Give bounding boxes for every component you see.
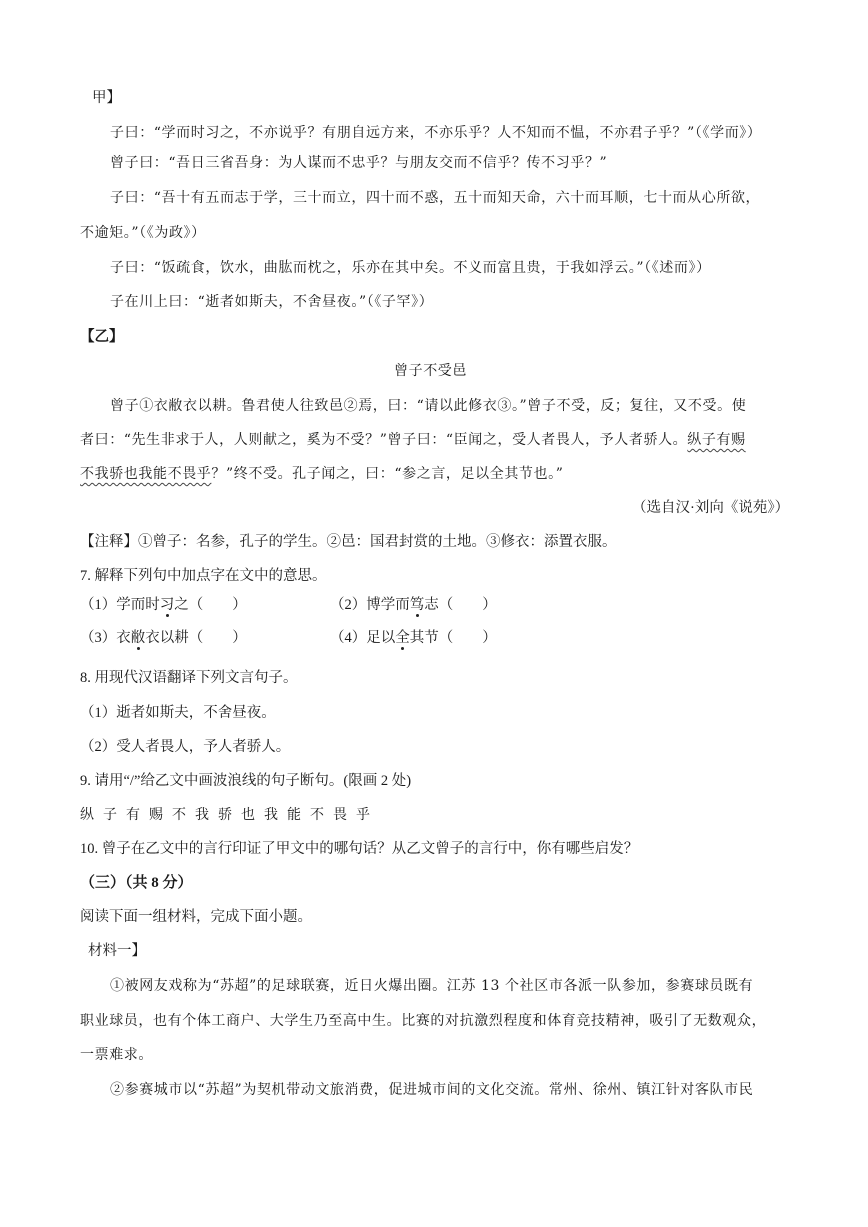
material-1-p2-line-1: ②参赛城市以“苏超”为契机带动文旅消费，促进城市间的文化交流。常州、徐州、镇江针对客队市民 — [110, 1082, 754, 1098]
q9-sentence: 纵子有赐不我骄也我能不畏乎 — [80, 807, 379, 823]
yi-source: （选自汉·刘向《说苑》） — [632, 500, 790, 516]
yi-wavy-part-1: 纵子有赐 — [687, 432, 746, 448]
material-1-p1-line-1: ①被网友戏称为“苏超”的足球联赛，近日火爆出圈。江苏 13 个社区市各派一队参加，参赛球员既有 — [110, 978, 754, 994]
q7-item-3-post: 衣以耕（ ） — [145, 630, 247, 646]
q7-item-3-pre: （3）衣 — [80, 630, 131, 646]
material-1-p1-line-2: 职业球员，也有个体工商户、大学生乃至高中生。比赛的对抗激烈程度和体育竞技精神，吸引了无数观众， — [80, 1013, 767, 1029]
q7-item-4-post: 其节（ ） — [409, 630, 497, 646]
yi-line-1: 曾子①衣敝衣以耕。鲁君使人往致邑②焉，曰：“请以此修衣③。”曾子不受，反；复往，又不受。使 — [110, 398, 747, 414]
jia-line-5: 子曰：“饭疏食，饮水，曲肱而枕之，乐亦在其中矣。不义而富且贵，于我如浮云。”（《述而》） — [110, 260, 711, 276]
q7-item-4-dot: 全 — [395, 630, 410, 646]
jia-line-2: 曾子曰：“吾日三省吾身：为人谋而不忠乎？与朋友交而不信乎？传不习乎？” — [110, 155, 608, 171]
q7-item-2 — [330, 595, 497, 615]
material-1-p1-line-3: 一票难求。 — [80, 1047, 153, 1063]
q7-item-3-dot: 敝 — [130, 630, 146, 646]
jia-line-1: 子曰：“学而时习之，不亦说乎？有朋自远方来，不亦乐乎？人不知而不愠，不亦君子乎？”（《学而》） — [110, 125, 762, 141]
q8-item-1: （1）逝者如斯夫，不舍昼夜。 — [80, 705, 276, 721]
section-3-heading: （三）（共 8 分） — [80, 875, 193, 891]
section-jia-label: 甲】 — [92, 90, 121, 106]
material-1-label: 材料一】 — [88, 943, 146, 959]
yi-title: 曾子不受邑 — [394, 363, 467, 379]
q7-item-4 — [330, 628, 497, 648]
q7-item-2-pre: （2）博学而 — [330, 597, 410, 613]
question-7: 7. 解释下列句中加点字在文中的意思。 — [80, 568, 327, 584]
question-10: 10. 曾子在乙文中的言行印证了甲文中的哪句话？从乙文曾子的言行中，你有哪些启发？ — [80, 841, 639, 857]
section-3-intro: 阅读下面一组材料，完成下面小题。 — [80, 909, 312, 925]
yi-notes: 【注释】①曾子：名参，孔子的学生。②邑：国君封赏的土地。③修衣：添置衣服。 — [80, 534, 617, 550]
yi-line-3 — [80, 464, 563, 484]
q7-item-2-dot: 笃 — [409, 597, 425, 613]
jia-line-3: 子曰：“吾十有五而志于学，三十而立，四十而不惑，五十而知天命，六十而耳顺，七十而从心所欲， — [110, 190, 761, 206]
q7-item-1-post: 之（ ） — [174, 597, 247, 613]
q7-item-1-dot: 习 — [159, 597, 175, 613]
yi-line-2 — [80, 430, 746, 450]
yi-line-2-text: 者曰：“先生非求于人，人则献之，奚为不受？”曾子曰：“臣闻之，受人者畏人，予人者骄人。 — [80, 432, 688, 448]
question-9: 9. 请用“/”给乙文中画波浪线的句子断句。(限画 2 处) — [80, 773, 412, 789]
q7-item-3 — [80, 628, 247, 648]
jia-line-4: 不逾矩。”（《为政》） — [80, 225, 206, 241]
jia-line-6: 子在川上曰：“逝者如斯夫，不舍昼夜。”（《子罕》） — [110, 294, 434, 310]
yi-wavy-part-2: 不我骄也我能不畏乎 — [80, 466, 212, 482]
q8-item-2: （2）受人者畏人，予人者骄人。 — [80, 739, 291, 755]
section-yi-label: 【乙】 — [80, 329, 124, 345]
question-8: 8. 用现代汉语翻译下列文言句子。 — [80, 670, 298, 686]
q7-item-4-pre: （4）足以 — [330, 630, 396, 646]
yi-line-3-text: ？”终不受。孔子闻之，曰：“参之言，足以全其节也。” — [211, 466, 564, 482]
q7-item-1 — [80, 595, 247, 615]
q7-item-1-pre: （1）学而时 — [80, 597, 160, 613]
q7-item-2-post: 志（ ） — [424, 597, 497, 613]
